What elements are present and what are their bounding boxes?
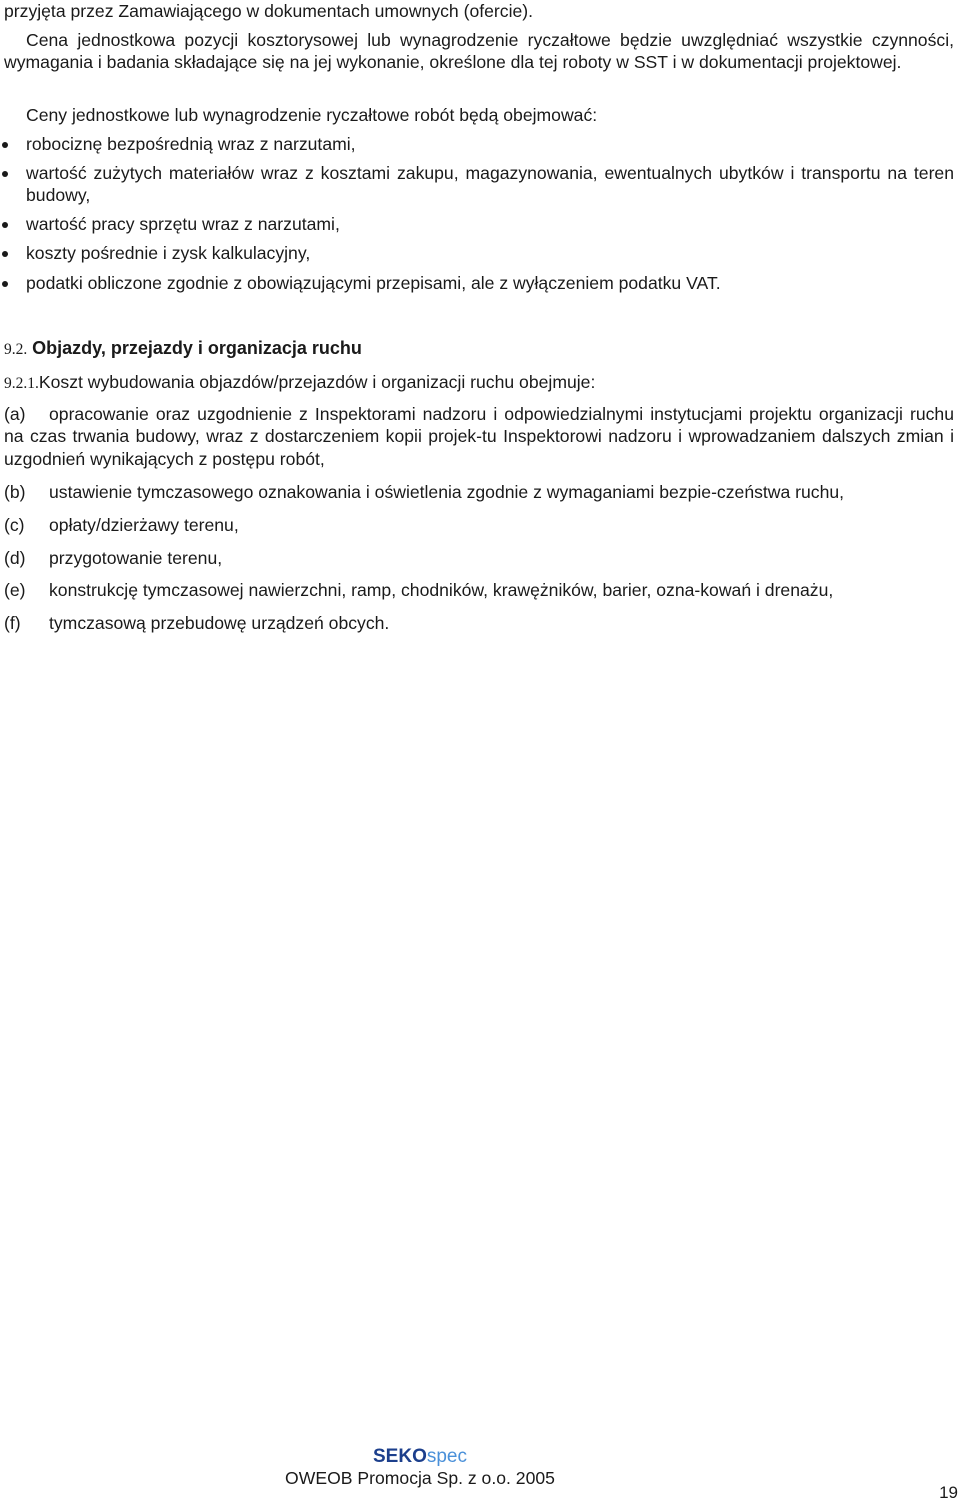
section-heading [4, 337, 362, 361]
logo-text-light: spec [426, 1446, 467, 1467]
subsection-heading [4, 371, 954, 395]
company-logo [0, 1446, 840, 1468]
footer-company: OWEOB Promocja Sp. z o.o. 2005 [285, 1468, 555, 1488]
list-item-text: podatki obliczone zgodnie z obowiązującymi przepisami, ale z wyłączeniem podatku VAT. [26, 273, 721, 293]
subsection-text: Koszt wybudowania objazdów/przejazdów i organizacji ruchu obejmuje: [38, 372, 596, 392]
list-item-text: tymczasową przebudowę urządzeń obcych. [49, 613, 390, 633]
bullet-icon [2, 281, 8, 287]
bullet-icon [2, 142, 8, 148]
page-number: 19 [939, 1483, 958, 1502]
bullet-icon [2, 251, 8, 257]
bullet-icon [2, 222, 8, 228]
list-item-label: (e) [4, 580, 26, 600]
bullet-icon [2, 171, 8, 177]
list-item-text: koszty pośrednie i zysk kalkulacyjny, [26, 243, 311, 263]
section-title: Objazdy, przejazdy i organizacja ruchu [32, 338, 362, 358]
list-item-text: wartość zużytych materiałów wraz z kosztami zakupu, magazynowania, ewentualnych ubytków i transportu na teren budowy, [26, 163, 954, 206]
list-item-text: robociznę bezpośrednią wraz z narzutami, [26, 134, 356, 154]
list-item-text: wartość pracy sprzętu wraz z narzutami, [26, 214, 340, 234]
list-item-text: konstrukcję tymczasowej nawierzchni, ramp, chodników, krawężników, barier, ozna-kowań i drenażu, [49, 580, 834, 600]
paragraph-prices-include: Ceny jednostkowe lub wynagrodzenie ryczałtowe robót będą obejmować: [26, 105, 598, 125]
paragraph-continuation: przyjęta przez Zamawiającego w dokumentach umownych (ofercie). [4, 1, 534, 21]
subsection-number: 9.2.1. [4, 375, 39, 392]
section-number: 9.2. [4, 341, 28, 358]
list-item-label: (d) [4, 548, 26, 568]
list-item-text: opracowanie oraz uzgodnienie z Inspektorami nadzoru i odpowiedzialnymi instytucjami projektu organizacji ruchu na czas trwania budowy, wraz z dostarczeniem kopii projek-tu Inspektorowi nadzoru i wprowadzaniem dalszych zmian i uzgodnień wynikających z postępu robót, [4, 404, 954, 469]
paragraph-unit-price: Cena jednostkowa pozycji kosztorysowej lub wynagrodzenie ryczałtowe będzie uwzględniać wszystkie czynności, wymagania i badania składające się na jej wykonanie, określone dla tej roboty w SST i w dokumentacji projektowej. [4, 30, 954, 73]
list-item-label: (a) [4, 404, 26, 424]
logo-text-bold: SEKO [373, 1446, 427, 1467]
list-item-label: (b) [4, 482, 26, 502]
list-item-label: (f) [4, 613, 21, 633]
list-item-text: przygotowanie terenu, [49, 548, 223, 568]
list-item-label: (c) [4, 515, 25, 535]
list-item-text: ustawienie tymczasowego oznakowania i oświetlenia zgodnie z wymaganiami bezpie-czeństwa ruchu, [49, 482, 845, 502]
list-item-text: opłaty/dzierżawy terenu, [49, 515, 239, 535]
